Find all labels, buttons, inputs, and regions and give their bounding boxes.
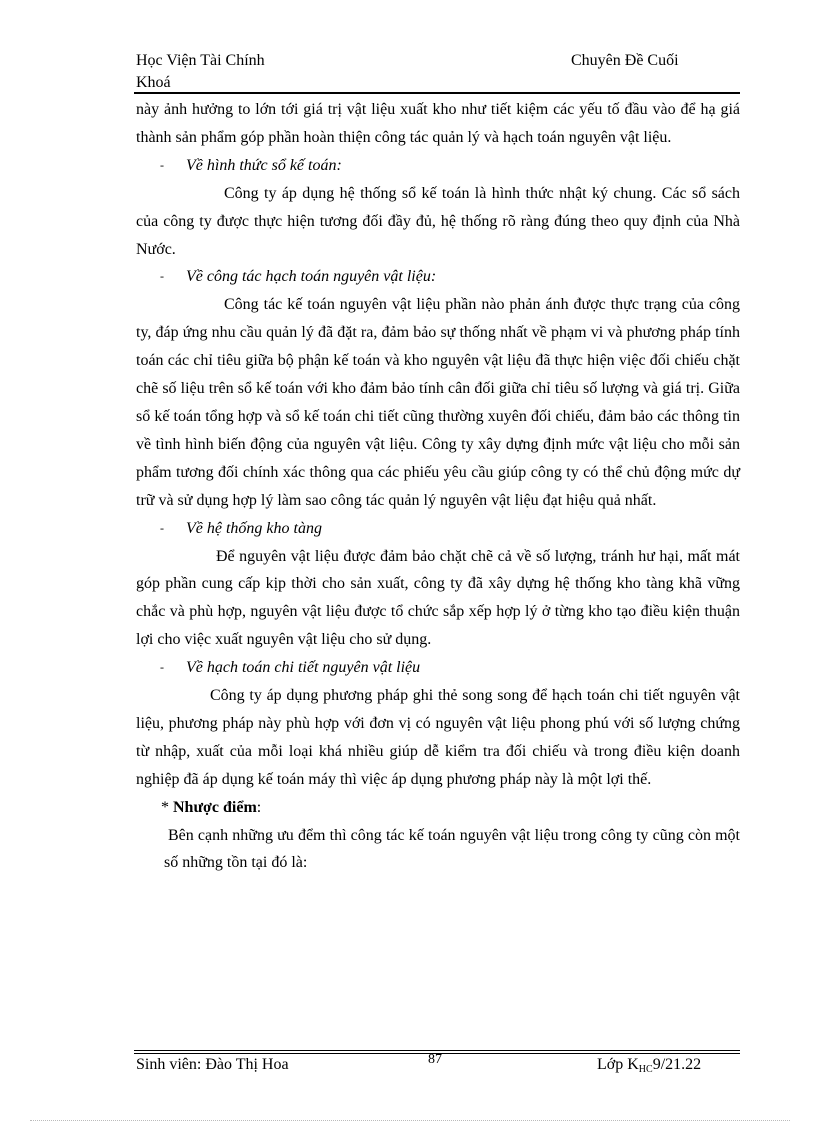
footer-class [597,1056,701,1075]
bullet-dash: - [160,269,164,284]
footer-rule-top [134,1050,740,1051]
bullet-text: Về công tác hạch toán nguyên vật liệu: [186,268,437,286]
paragraph-accounting-books: Công ty áp dụng hệ thống sổ kế toán là hình thức nhật ký chung. Các sổ sách của công ty được thực hiện tương đối đầy đủ, hệ thống rõ ràng đúng theo quy định của Nhà Nước. [136,184,740,258]
header-rule [134,92,740,94]
header-course: Khoá [136,74,171,91]
header-left [136,50,265,94]
heading-star: * [161,798,173,816]
footer-class-prefix: Lớp K [597,1056,639,1073]
footer-class-suffix: 9/21.22 [652,1056,702,1073]
heading-colon: : [256,798,262,816]
bullet-material-accounting [136,263,740,291]
bullet-detailed-accounting [136,654,740,682]
paragraph-intro: này ảnh hưởng to lớn tới giá trị vật liệu xuất kho như tiết kiệm các yếu tố đầu vào để hạ giá thành sản phẩm góp phần hoàn thiện công tác quản lý và hạch toán nguyên vật liệu. [136,101,740,146]
bullet-dash: - [160,520,164,535]
header-institution: Học Viện Tài Chính [136,52,265,69]
heading-text: Nhược điểm [173,798,257,816]
paragraph-disadvantages: Bên cạnh những ưu đểm thì công tác kế toán nguyên vật liệu trong công ty cũng còn một số những tồn tại đó là: [164,826,740,872]
bullet-warehouse-system [136,515,740,543]
bullet-text: Về hình thức sổ kế toán: [186,156,342,174]
footer-class-sub: HC [638,1064,653,1075]
heading-disadvantages [136,794,740,822]
paragraph-detailed-accounting: Công ty áp dụng phương pháp ghi thẻ song song để hạch toán chi tiết nguyên vật liệu, phương pháp này phù hợp với đơn vị có nguyên vật liệu phong phú với số lượng chứng từ nhập, xuất của mỗi loại khá nhiều giúp dễ kiểm tra đối chiếu và trong điều kiện doanh nghiệp đã áp dụng kế toán máy thì việc áp dụng phương pháp này là một lợi thế. [136,687,740,788]
footer-student: Sinh viên: Đào Thị Hoa [136,1056,289,1073]
bullet-text: Về hệ thống kho tàng [186,519,322,537]
paragraph-material-accounting: Công tác kế toán nguyên vật liệu phần nào phản ánh được thực trạng của công ty, đáp ứng nhu cầu quản lý đã đặt ra, đảm bảo sự thống nhất về phạm vi và phương pháp tính toán các chỉ tiêu giữa bộ phận kế toán và kho nguyên vật liệu đã thực hiện việc đối chiếu chặt chẽ số liệu trên sổ kế toán với kho đảm bảo tính cân đối giữa chỉ tiêu số lượng và giá trị. Giữa sổ kế toán tổng hợp và sổ kế toán chi tiết cũng thường xuyên đối chiếu, đảm bảo các thông tin về tình hình biến động của nguyên vật liệu. Công ty xây dựng định mức vật liệu cho mỗi sản phẩm tương đối chính xác thông qua các phiếu yêu cầu giúp công ty có thể chủ động mức dự trữ và sử dụng hợp lý làm sao công tác quản lý nguyên vật liệu đạt hiệu quả nhất. [136,296,740,509]
paragraph-warehouse-system: Để nguyên vật liệu được đảm bảo chặt chẽ cả về số lượng, tránh hư hại, mất mát góp phần cung cấp kịp thời cho sản xuất, công ty đã xây dựng hệ thống kho tàng khã vững chắc và phù hợp, nguyên vật liệu được tổ chức sắp xếp hợp lý ở từng kho tạo điều kiện thuận lợi cho việc xuất nguyên vật liệu cho sử dụng. [136,547,740,649]
bullet-accounting-books [136,152,740,180]
bullet-dash: - [160,157,164,172]
page-edge-dotted-line [30,1120,790,1121]
bullet-dash: - [160,660,164,675]
page-number: 87 [428,1052,442,1067]
bullet-text: Về hạch toán chi tiết nguyên vật liệu [186,659,421,677]
header-right: Chuyên Đề Cuối [571,52,679,69]
document-body [136,96,740,877]
